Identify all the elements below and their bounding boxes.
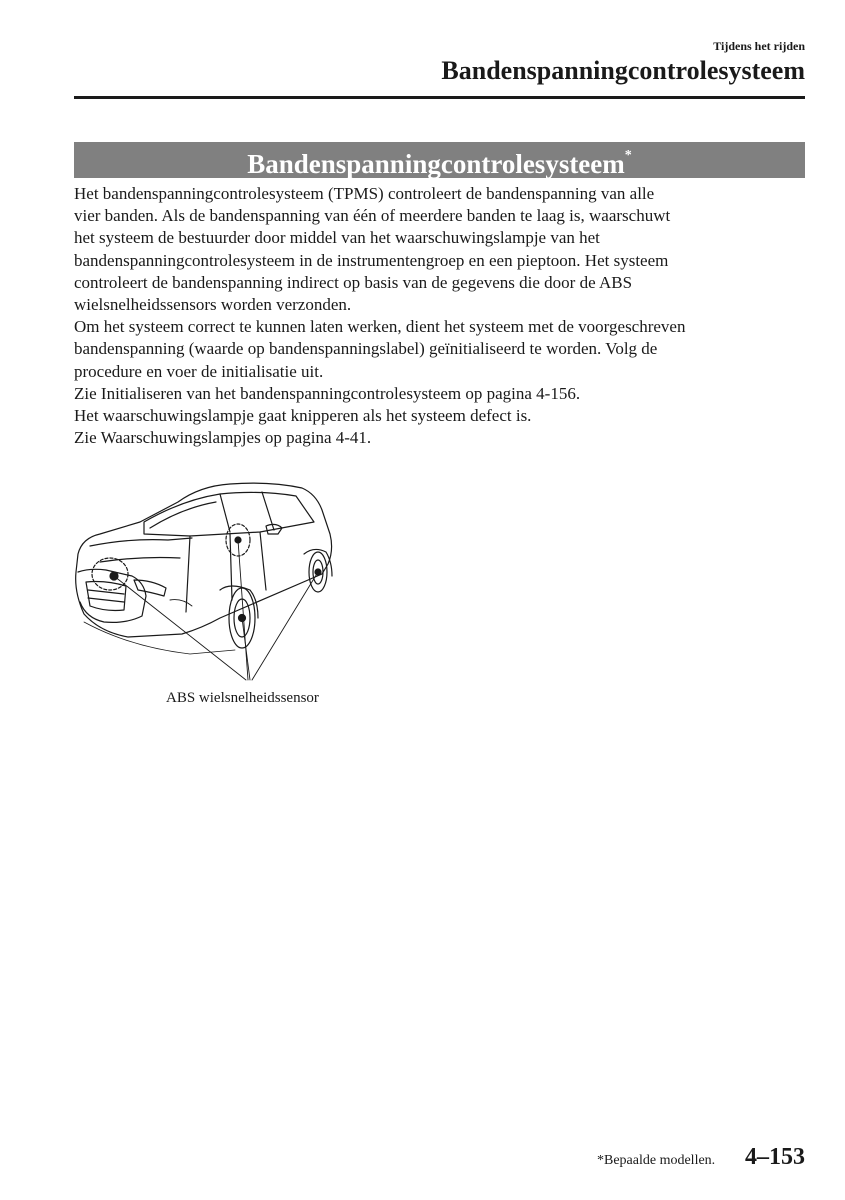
body-line: Om het systeem correct te kunnen laten werken, dient het systeem met de voorgeschreven (74, 317, 686, 337)
body-line: controleert de bandenspanning indirect op basis van de gegevens die door de ABS (74, 272, 633, 292)
page-number: 4–153 (745, 1144, 805, 1170)
section-title: Bandenspanningcontrolesysteem (247, 149, 625, 179)
figure-caption: ABS wielsnelheidssensor (166, 690, 319, 706)
footnote: *Bepaalde modellen. (597, 1153, 716, 1168)
section-title-bar (74, 142, 805, 178)
body-line: bandenspanning (waarde op bandenspanningslabel) geïnitialiseerd te worden. Volg de (74, 339, 658, 359)
body-line: Zie Initialiseren van het bandenspanningcontrolesysteem op pagina 4-156. (74, 383, 581, 403)
page-header-title: Bandenspanningcontrolesysteem (441, 56, 805, 85)
body-line: vier banden. Als de bandenspanning van één of meerdere banden te laag is, waarschuwt (74, 206, 671, 226)
body-line: wielsnelheidssensors worden verzonden. (74, 295, 352, 315)
body-line: Het bandenspanningcontrolesysteem (TPMS) controleert de bandenspanning van alle (74, 184, 655, 203)
body-line: Zie Waarschuwingslampjes op pagina 4-41. (74, 428, 372, 448)
body-line: Het waarschuwingslampje gaat knipperen als het systeem defect is. (74, 406, 532, 426)
car-illustration (70, 472, 350, 687)
models-footnote-marker: * (624, 148, 632, 163)
header-divider (74, 96, 805, 99)
body-line: het systeem de bestuurder door middel van het waarschuwingslampje van het (74, 228, 600, 248)
car-sensor-figure (70, 472, 350, 722)
section-header: Tijdens het rijden (713, 39, 805, 53)
body-text (74, 183, 809, 449)
body-line: bandenspanningcontrolesysteem in de instrumentengroep en een pieptoon. Het systeem (74, 250, 669, 270)
body-line: procedure en voer de initialisatie uit. (74, 361, 324, 381)
